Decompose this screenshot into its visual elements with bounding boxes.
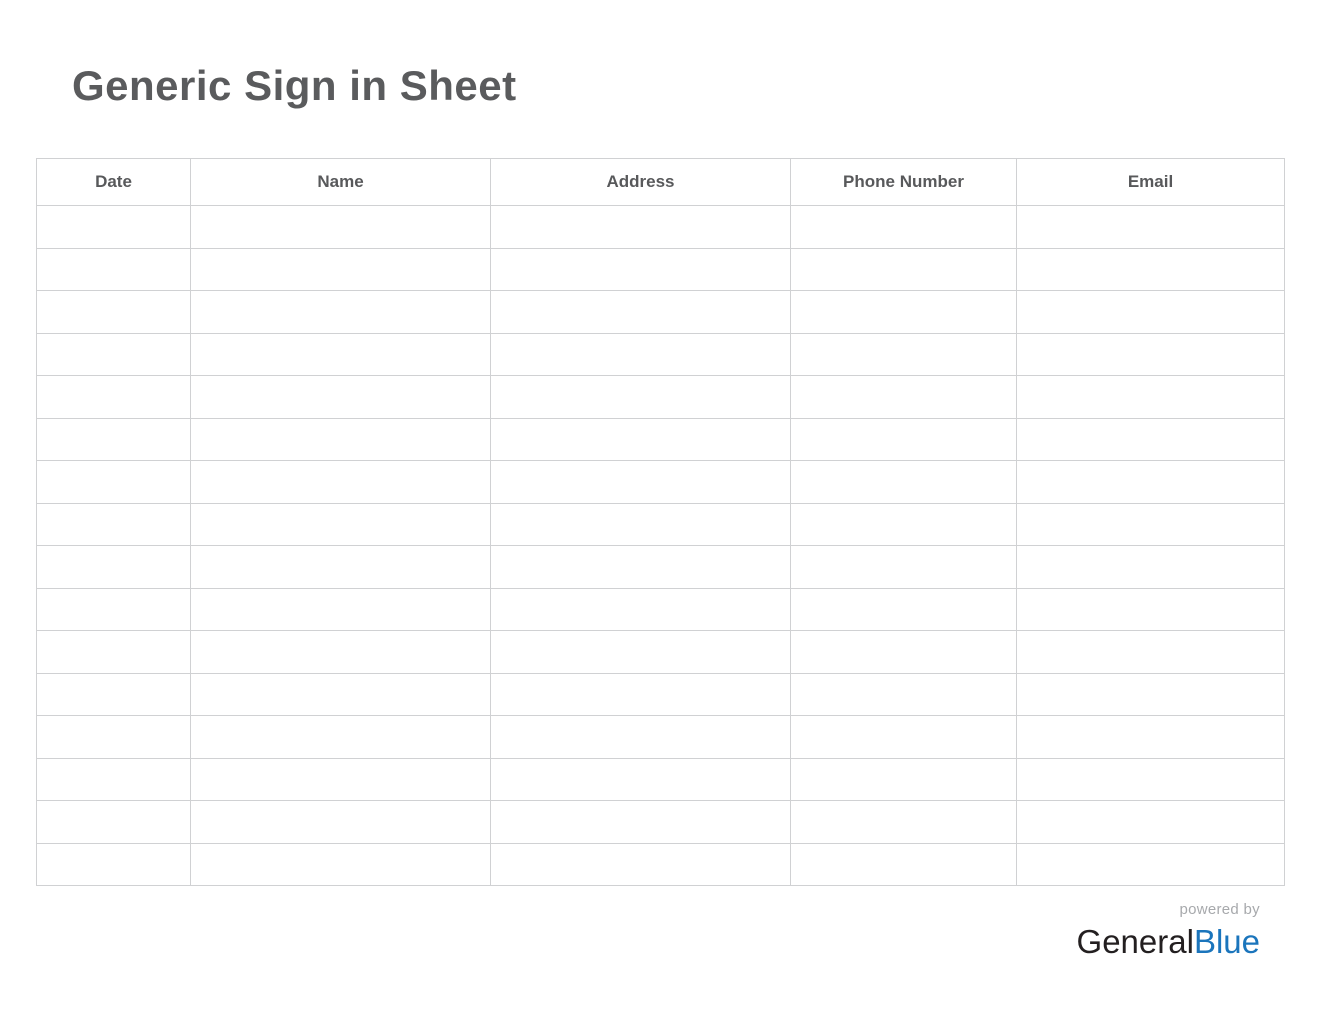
cell-phone[interactable] [791,843,1017,886]
cell-phone[interactable] [791,716,1017,759]
column-header-email: Email [1017,159,1285,206]
cell-name[interactable] [191,673,491,716]
cell-phone[interactable] [791,248,1017,291]
table-row [37,461,1285,504]
table-row [37,503,1285,546]
table-row [37,418,1285,461]
logo-text-blue: Blue [1193,923,1260,960]
cell-address[interactable] [491,716,791,759]
cell-date[interactable] [37,631,191,674]
table-row [37,546,1285,589]
cell-phone[interactable] [791,801,1017,844]
cell-phone[interactable] [791,503,1017,546]
cell-date[interactable] [37,248,191,291]
cell-date[interactable] [37,801,191,844]
cell-address[interactable] [491,461,791,504]
table-row [37,291,1285,334]
cell-name[interactable] [191,248,491,291]
cell-email[interactable] [1017,461,1285,504]
cell-name[interactable] [191,631,491,674]
cell-phone[interactable] [791,631,1017,674]
powered-by-label: powered by [1179,901,1260,918]
cell-date[interactable] [37,461,191,504]
cell-address[interactable] [491,206,791,249]
cell-address[interactable] [491,843,791,886]
table-row [37,758,1285,801]
cell-email[interactable] [1017,631,1285,674]
cell-date[interactable] [37,758,191,801]
cell-address[interactable] [491,801,791,844]
column-header-address: Address [491,159,791,206]
cell-date[interactable] [37,376,191,419]
cell-email[interactable] [1017,801,1285,844]
generalblue-logo [1077,923,1260,960]
brand-footer [1077,902,1260,958]
cell-address[interactable] [491,588,791,631]
table-row [37,333,1285,376]
column-header-phone-number: Phone Number [791,159,1017,206]
cell-date[interactable] [37,206,191,249]
cell-address[interactable] [491,546,791,589]
cell-address[interactable] [491,758,791,801]
cell-address[interactable] [491,631,791,674]
table-header [37,159,1285,206]
table-body [37,206,1285,886]
table-row [37,843,1285,886]
cell-email[interactable] [1017,588,1285,631]
table-row [37,376,1285,419]
cell-name[interactable] [191,801,491,844]
cell-date[interactable] [37,843,191,886]
table-header-row [37,159,1285,206]
cell-email[interactable] [1017,716,1285,759]
cell-name[interactable] [191,716,491,759]
cell-phone[interactable] [791,418,1017,461]
cell-email[interactable] [1017,673,1285,716]
cell-address[interactable] [491,376,791,419]
cell-name[interactable] [191,546,491,589]
cell-address[interactable] [491,291,791,334]
page-title: Generic Sign in Sheet [72,62,517,109]
cell-date[interactable] [37,291,191,334]
column-header-name: Name [191,159,491,206]
cell-name[interactable] [191,418,491,461]
cell-address[interactable] [491,418,791,461]
cell-phone[interactable] [791,333,1017,376]
table-row [37,248,1285,291]
cell-email[interactable] [1017,843,1285,886]
cell-name[interactable] [191,758,491,801]
cell-name[interactable] [191,376,491,419]
cell-date[interactable] [37,673,191,716]
column-header-date: Date [37,159,191,206]
cell-email[interactable] [1017,206,1285,249]
cell-name[interactable] [191,588,491,631]
cell-email[interactable] [1017,418,1285,461]
cell-phone[interactable] [791,376,1017,419]
cell-email[interactable] [1017,376,1285,419]
cell-phone[interactable] [791,206,1017,249]
cell-address[interactable] [491,333,791,376]
table-row [37,588,1285,631]
cell-name[interactable] [191,291,491,334]
cell-phone[interactable] [791,546,1017,589]
cell-phone[interactable] [791,588,1017,631]
table-row [37,631,1285,674]
cell-phone[interactable] [791,673,1017,716]
table-row [37,801,1285,844]
cell-email[interactable] [1017,333,1285,376]
cell-address[interactable] [491,503,791,546]
logo-text-general: General [1076,923,1194,960]
cell-date[interactable] [37,588,191,631]
cell-phone[interactable] [791,291,1017,334]
cell-email[interactable] [1017,503,1285,546]
cell-date[interactable] [37,546,191,589]
cell-email[interactable] [1017,248,1285,291]
cell-email[interactable] [1017,291,1285,334]
cell-name[interactable] [191,503,491,546]
cell-address[interactable] [491,248,791,291]
cell-name[interactable] [191,461,491,504]
cell-name[interactable] [191,843,491,886]
table-row [37,673,1285,716]
table-row [37,206,1285,249]
cell-phone[interactable] [791,461,1017,504]
sign-in-sheet-table [36,158,1285,886]
cell-name[interactable] [191,206,491,249]
table-row [37,716,1285,759]
cell-email[interactable] [1017,758,1285,801]
cell-date[interactable] [37,503,191,546]
cell-date[interactable] [37,716,191,759]
cell-phone[interactable] [791,758,1017,801]
cell-date[interactable] [37,418,191,461]
cell-name[interactable] [191,333,491,376]
cell-email[interactable] [1017,546,1285,589]
cell-date[interactable] [37,333,191,376]
cell-address[interactable] [491,673,791,716]
